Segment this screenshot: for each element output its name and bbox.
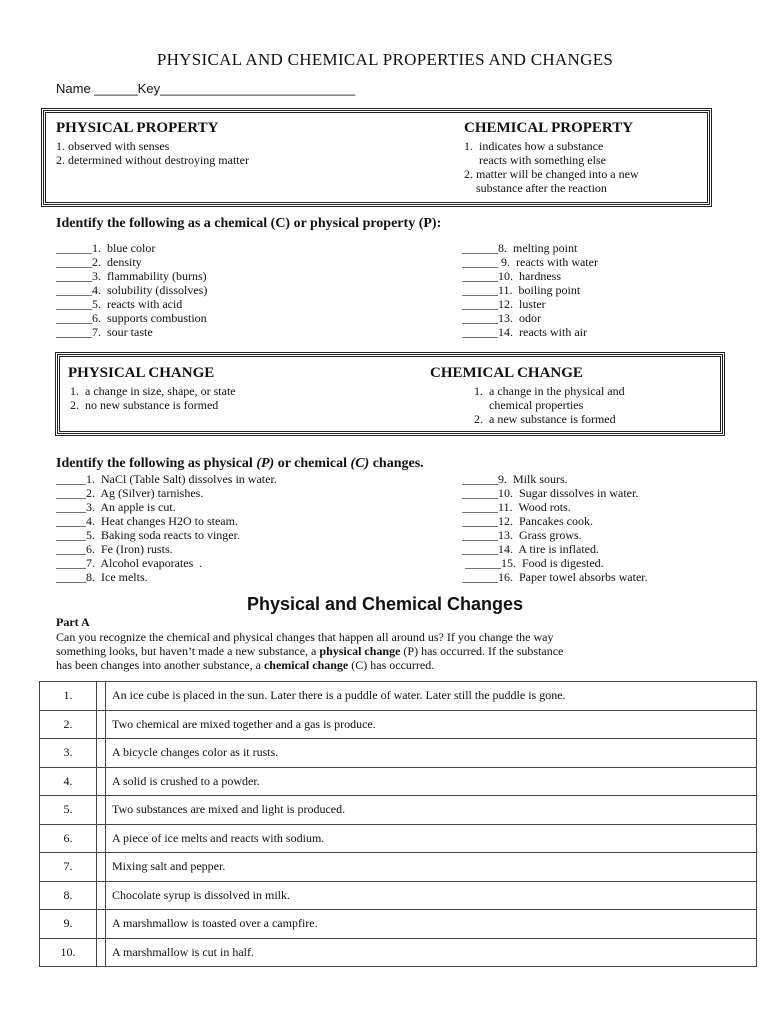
chemical-property-heading: CHEMICAL PROPERTY [464,120,634,136]
list-item: _____4. Heat changes H2O to steam. [56,514,238,528]
answer-cell[interactable] [97,853,106,882]
physical-change-def-1: 1. a change in size, shape, or state [70,384,236,398]
list-item: ______14. reacts with air [462,325,587,339]
list-item: ______8. melting point [462,241,578,255]
list-item: ______4. solubility (dissolves) [56,283,208,297]
properties-box [43,110,710,205]
section1-right-list [462,241,598,339]
answer-cell[interactable] [97,739,106,768]
list-item: ______10. hardness [462,269,561,283]
list-item: _____5. Baking soda reacts to vinger. [56,528,240,542]
table-row: 2. Two chemical are mixed together and a gas is produce. [40,710,757,739]
table-row: 8. Chocolate syrup is dissolved in milk. [40,881,757,910]
answer-cell[interactable] [97,938,106,967]
list-item: ______1. blue color [56,241,156,255]
table-row: 3. A bicycle changes color as it rusts. [40,739,757,768]
list-item: ______14. A tire is inflated. [462,542,599,556]
name-key-line: Name ______Key___________________________ [56,81,356,96]
section1-left-list [56,241,207,339]
table-row: 4. A solid is crushed to a powder. [40,767,757,796]
list-item: ______10. Sugar dissolves in water. [462,486,639,500]
chemical-change-def-1: 1. a change in the physical and [474,384,625,398]
chemical-property-def-1b: reacts with something else [464,153,606,167]
answer-cell[interactable] [97,796,106,825]
section2-right-list [462,472,648,584]
list-item: ______9. Milk sours. [462,472,568,486]
part-a-label: Part A [56,615,90,629]
physical-change-heading: PHYSICAL CHANGE [68,365,215,381]
list-item: _____8. Ice melts. [56,570,148,584]
chemical-property-def-2b: substance after the reaction [464,181,607,195]
answer-cell[interactable] [97,824,106,853]
list-item: ______16. Paper towel absorbs water. [462,570,648,584]
page-title: PHYSICAL AND CHEMICAL PROPERTIES AND CHANGES [156,50,614,69]
table-row: 9. A marshmallow is toasted over a campfire. [40,910,757,939]
table-row: 10. A marshmallow is cut in half. [40,938,757,967]
answer-cell[interactable] [97,881,106,910]
list-item: ______12. Pancakes cook. [462,514,593,528]
list-item: ______12. luster [462,297,546,311]
part-a-paragraph: Can you recognize the chemical and physical changes that happen all around us? If you change the way something looks, but haven’t made a new substance, a physical change (P) has occurred. If the substance has been changes into another substance, a chemical change (C) has occurred. [56,630,564,672]
answer-cell[interactable] [97,910,106,939]
chemical-change-heading: CHEMICAL CHANGE [430,365,583,381]
list-item: ______13. odor [462,311,541,325]
chemical-change-def-1b: chemical properties [474,398,584,412]
physical-change-def-2: 2. no new substance is formed [70,398,219,412]
list-item: ______11. boiling point [462,283,581,297]
table-row: 6. A piece of ice melts and reacts with sodium. [40,824,757,853]
section1-heading: Identify the following as a chemical (C) or physical property (P): [56,216,442,231]
answer-cell[interactable] [97,767,106,796]
list-item: ______11. Wood rots. [462,500,571,514]
table-row: 7. Mixing salt and pepper. [40,853,757,882]
list-item: _____3. An apple is cut. [56,500,176,514]
part-a-heading: Physical and Chemical Changes [246,594,524,614]
list-item: ______6. supports combustion [56,311,207,325]
list-item: ______3. flammability (burns) [56,269,207,283]
chemical-property-def-2: 2. matter will be changed into a new [464,167,639,181]
table-row: 1. An ice cube is placed in the sun. Later there is a puddle of water. Later still the puddle is gone. [40,682,757,711]
list-item: _____2. Ag (Silver) tarnishes. [56,486,204,500]
changes-table [39,681,757,967]
table-row: 5. Two substances are mixed and light is produced. [40,796,757,825]
chemical-change-def-2: 2. a new substance is formed [474,412,616,426]
physical-property-def-2: 2. determined without destroying matter [56,153,249,167]
physical-property-def-1: 1. observed with senses [56,139,170,153]
list-item: ______ 9. reacts with water [462,255,598,269]
section2-heading: Identify the following as physical (P) or chemical (C) changes. [56,456,424,471]
list-item: _____7. Alcohol evaporates . [56,556,203,570]
changes-box [57,354,723,434]
list-item: _____6. Fe (Iron) rusts. [56,542,173,556]
list-item: ______7. sour taste [56,325,153,339]
list-item: _____1. NaCl (Table Salt) dissolves in water. [56,472,277,486]
answer-cell[interactable] [97,710,106,739]
chemical-property-def-1: 1. indicates how a substance [464,139,604,153]
answer-cell[interactable] [97,682,106,711]
list-item: ______5. reacts with acid [56,297,183,311]
list-item: ______2. density [56,255,142,269]
list-item: ______15. Food is digested. [462,556,604,570]
physical-property-heading: PHYSICAL PROPERTY [56,120,219,136]
list-item: ______13. Grass grows. [462,528,582,542]
section2-left-list [56,472,277,584]
